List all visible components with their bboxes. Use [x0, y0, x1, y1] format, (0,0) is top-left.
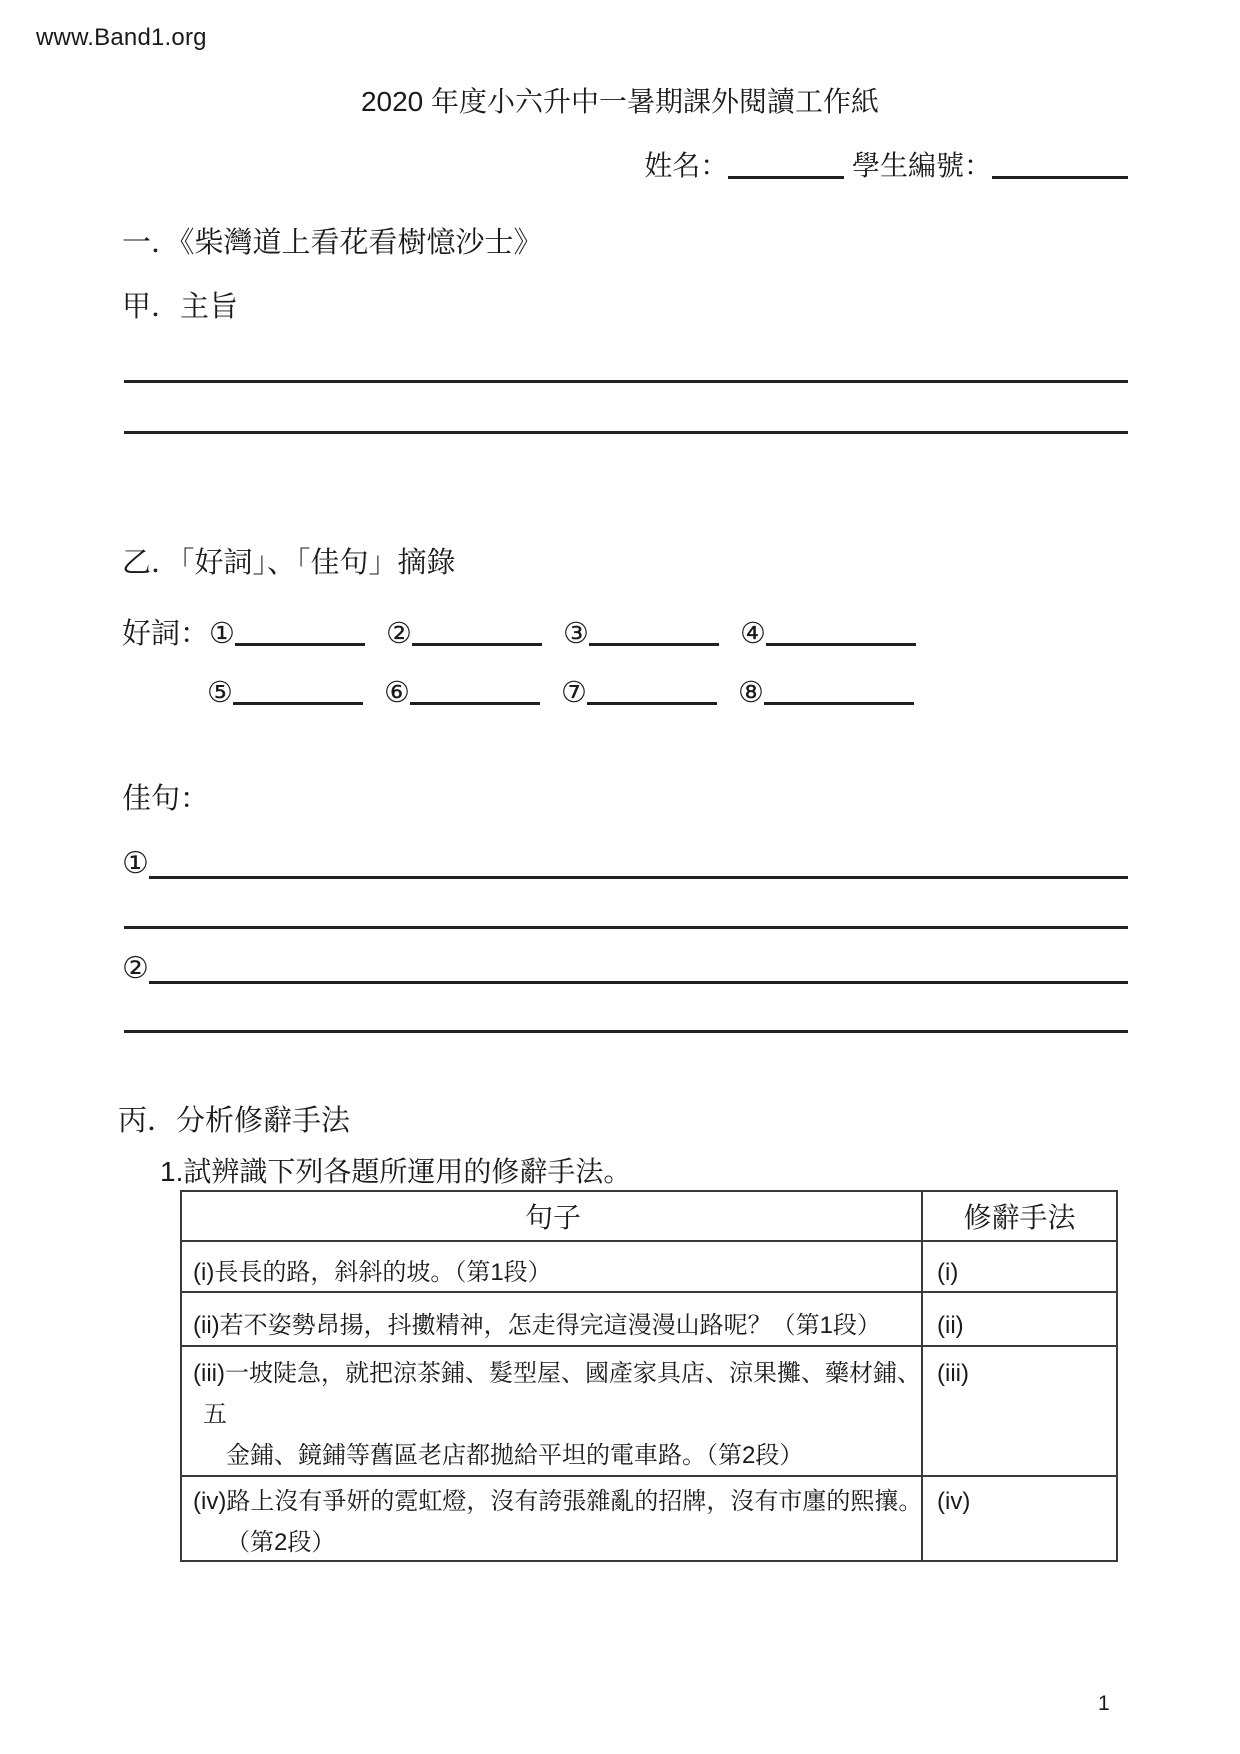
good-words-row-1 [122, 611, 937, 652]
site-brand: www.Band1.org [36, 24, 207, 51]
answer-cell: (iii) [937, 1360, 969, 1387]
table-row [182, 1291, 1116, 1345]
good-word-blank [766, 643, 916, 646]
good-word-blank [233, 702, 363, 705]
name-label: 姓名： [644, 150, 729, 181]
good-word-blank [235, 643, 365, 646]
column-header-sentence: 句子 [182, 1192, 923, 1240]
sentence-cell: (iii)一坡陡急，就把涼茶鋪、髮型屋、國產家具店、涼果攤、藥材鋪、 五 金鋪、鏡鋪等舊區老店都拋給平坦的電車路。（第2段） [182, 1347, 923, 1475]
question-1-text: 1.試辨識下列各題所運用的修辭手法。 [160, 1156, 632, 1187]
table-row [182, 1240, 1116, 1291]
circled-number: ③ [563, 618, 590, 650]
table-header-row [182, 1192, 1116, 1240]
sentence-1-line [122, 845, 1128, 879]
circled-number: ② [122, 952, 149, 985]
good-word-blank [764, 702, 914, 705]
part-b-heading: 乙．「好詞」、「佳句」摘錄 [122, 547, 456, 579]
section-1-heading: 一．《柴灣道上看花看樹憶沙士》 [122, 227, 543, 259]
circled-number: ① [122, 847, 149, 880]
column-header-rhetoric: 修辭手法 [963, 1202, 1076, 1233]
writing-line [149, 842, 1128, 879]
part-c-heading: 丙．分析修辭手法 [118, 1105, 351, 1137]
name-id-line [644, 144, 1128, 184]
good-word-blank [410, 702, 540, 705]
sentence-cell: (ii)若不姿勢昂揚，抖擻精神，怎走得完這漫漫山路呢？（第1段） [182, 1293, 923, 1345]
circled-number: ① [209, 618, 236, 650]
sentence-cell: (iv)路上沒有爭妍的霓虹燈，沒有誇張雜亂的招牌，沒有市廛的熙攘。 （第2段） [182, 1477, 923, 1560]
name-blank [728, 176, 844, 179]
good-word-blank [589, 643, 719, 646]
good-words-label: 好詞： [122, 618, 210, 650]
writing-line [124, 926, 1128, 929]
good-word-blank [587, 702, 717, 705]
answer-cell: (i) [937, 1259, 959, 1286]
circled-number: ⑤ [207, 677, 233, 709]
good-word-blank [412, 643, 542, 646]
part-a-heading: 甲．主旨 [122, 291, 239, 323]
good-sentences-label: 佳句： [122, 783, 210, 815]
sentence-2-line [122, 950, 1128, 984]
circled-number: ④ [740, 618, 767, 650]
page-title: 2020 年度小六升中一暑期課外閱讀工作紙 [360, 86, 880, 117]
writing-line [149, 947, 1128, 984]
writing-line [124, 380, 1128, 383]
circled-number: ⑧ [738, 677, 764, 709]
writing-line [124, 1030, 1128, 1033]
page-number: 1 [1098, 1692, 1110, 1715]
sentence-cell: (i)長長的路，斜斜的坡。（第1段） [182, 1242, 923, 1291]
table-row [182, 1475, 1116, 1560]
circled-number: ⑦ [561, 677, 587, 709]
good-words-row-2 [207, 675, 935, 710]
answer-cell: (iv) [937, 1488, 971, 1515]
writing-line [124, 431, 1128, 434]
student-id-label: 學生編號： [851, 150, 992, 181]
circled-number: ② [386, 618, 413, 650]
circled-number: ⑥ [384, 677, 410, 709]
answer-cell: (ii) [937, 1312, 964, 1339]
student-id-blank [992, 176, 1128, 179]
rhetoric-table [180, 1190, 1118, 1562]
table-row [182, 1345, 1116, 1475]
